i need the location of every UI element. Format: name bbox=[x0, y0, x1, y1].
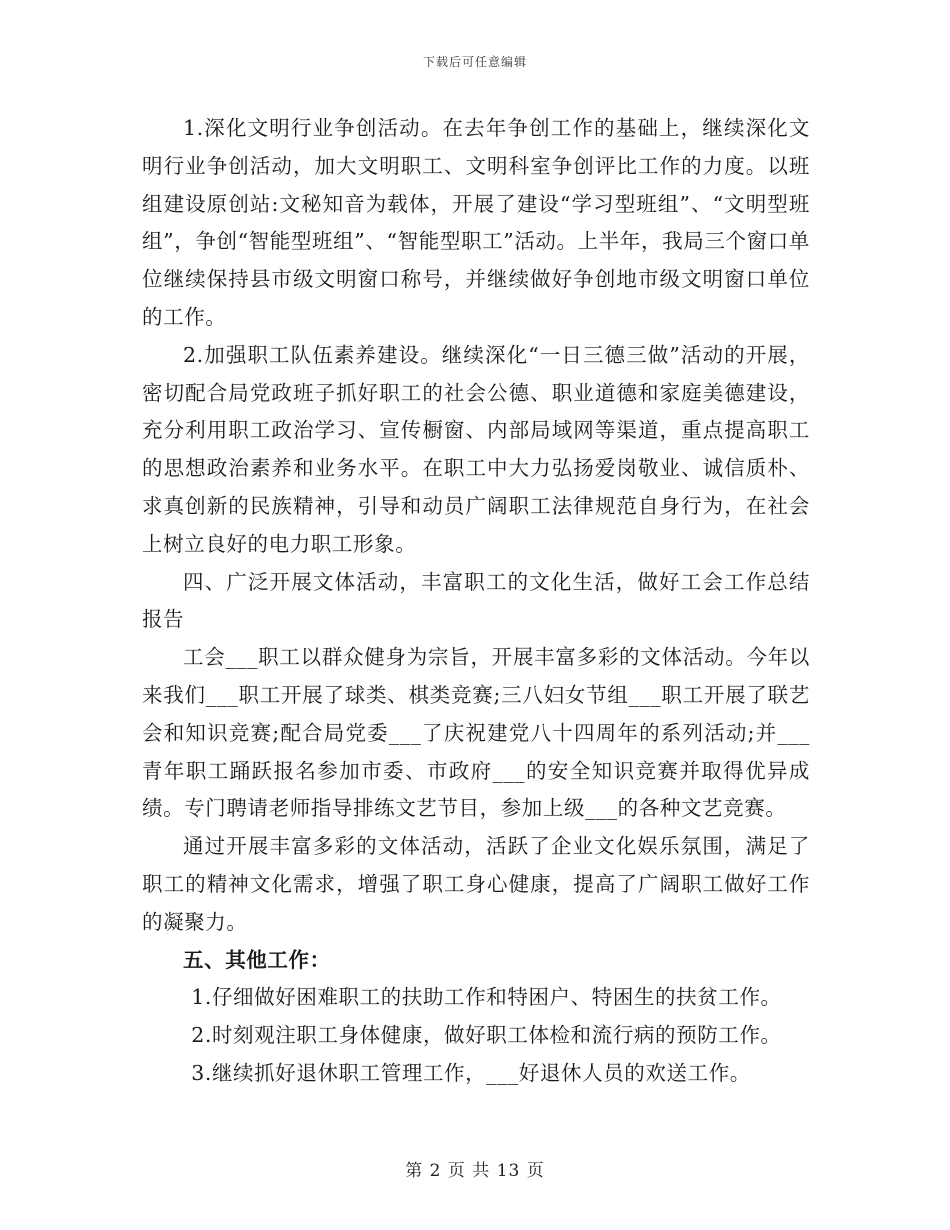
list-item: 3.继续抓好退休职工管理工作，___好退休人员的欢送工作。 bbox=[191, 1060, 751, 1085]
document-body bbox=[142, 110, 810, 1093]
paragraph-sports-activities: 工会___职工以群众健身为宗旨，开展丰富多彩的文体活动。今年以来我们___职工开展了球类、棋类竞赛;三八妇女节组___职工开展了联艺会和知识竞赛;配合局党委___了庆祝建党八十四周年的系列活动;并___青年职工踊跃报名参加市委、市政府___的安全知识竞赛并取得优异成绩。专门聘请老师指导排练文艺节目，参加上级___的各种文艺竞赛。 bbox=[142, 645, 810, 821]
list-item: 1.仔细做好困难职工的扶助工作和特困户、特困生的扶贫工作。 bbox=[191, 985, 782, 1010]
list-item: 2.时刻观注职工身体健康，做好职工体检和流行病的预防工作。 bbox=[191, 1023, 782, 1048]
paragraph-section-four-title: 四、广泛开展文体活动，丰富职工的文化生活，做好工会工作总结报告 bbox=[142, 569, 810, 632]
paragraph-staff-quality: 2.加强职工队伍素养建设。继续深化“一日三德三做”活动的开展，密切配合局党政班子抓好职工的社会公德、职业道德和家庭美德建设，充分利用职工政治学习、宣传橱窗、内部局域网等渠道，重点提高职工的思想政治素养和业务水平。在职工中大力弘扬爱岗敬业、诚信质朴、求真创新的民族精神，引导和动员广阔职工法律规范自身行为，在社会上树立良好的电力职工形象。 bbox=[142, 342, 810, 556]
page-header: 下载后可任意编辑 bbox=[422, 55, 527, 69]
section-five-heading: 五、其他工作： bbox=[183, 947, 331, 972]
paragraph-civilization-campaign: 1.深化文明行业争创活动。在去年争创工作的基础上，继续深化文明行业争创活动，加大文明职工、文明科室争创评比工作的力度。以班组建设原创站:文秘知音为载体，开展了建设“学习型班组”、“文明型班组”，争创“智能型班组”、“智能型职工”活动。上半年，我局三个窗口单位继续保持县市级文明窗口称号，并继续做好争创地市级文明窗口单位的工作。 bbox=[142, 116, 810, 329]
paragraph-activities-effect: 通过开展丰富多彩的文体活动，活跃了企业文化娱乐氛围，满足了职工的精神文化需求，增强了职工身心健康，提高了广阔职工做好工作的凝聚力。 bbox=[142, 834, 810, 934]
page-number: 第 2 页 共 13 页 bbox=[405, 1161, 545, 1181]
